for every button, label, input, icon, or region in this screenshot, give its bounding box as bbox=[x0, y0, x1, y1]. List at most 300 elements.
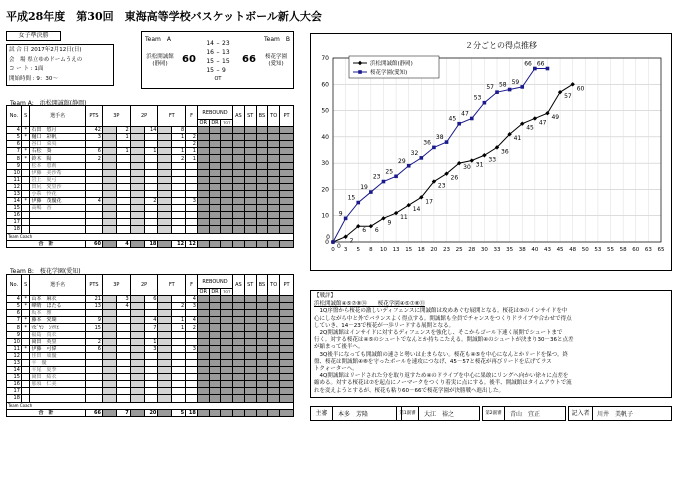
player-as bbox=[233, 183, 245, 190]
team-b-pref: (愛知) bbox=[268, 61, 284, 67]
player-tot bbox=[221, 317, 233, 324]
player-2pa bbox=[130, 338, 144, 345]
total-or bbox=[197, 240, 209, 247]
player-or bbox=[197, 205, 209, 212]
player-3pa bbox=[102, 219, 116, 226]
player-row bbox=[7, 134, 294, 141]
player-3p bbox=[116, 317, 130, 324]
player-pts bbox=[85, 331, 102, 338]
col-to: TO bbox=[268, 275, 280, 296]
player-pts bbox=[85, 352, 102, 359]
player-name bbox=[30, 219, 85, 226]
player-ft bbox=[172, 162, 186, 169]
player-bs bbox=[256, 374, 268, 381]
player-3pa bbox=[102, 352, 116, 359]
player-st bbox=[244, 338, 256, 345]
player-no: 6 bbox=[7, 310, 22, 317]
starter-mark bbox=[21, 162, 30, 169]
player-fta bbox=[158, 374, 172, 381]
col-or: OR bbox=[197, 120, 209, 127]
total-as bbox=[233, 409, 245, 416]
player-f: 4 bbox=[186, 296, 198, 303]
y-tick-label: 70 bbox=[321, 55, 329, 62]
col-as: AS bbox=[233, 106, 245, 127]
player-2p bbox=[144, 169, 158, 176]
player-no: 12 bbox=[7, 183, 22, 190]
series-line bbox=[333, 69, 547, 242]
player-pt bbox=[280, 352, 294, 359]
starter-mark: * bbox=[21, 296, 30, 303]
info-start: 開始時間 : 9：30～ bbox=[9, 75, 58, 82]
player-dr bbox=[209, 352, 221, 359]
p2-a: 16 bbox=[206, 49, 214, 56]
player-3p bbox=[116, 359, 130, 366]
player-bs bbox=[256, 310, 268, 317]
player-3pa bbox=[102, 395, 116, 402]
player-name: 谷口 菜央 bbox=[30, 141, 85, 148]
col-no: No. bbox=[7, 275, 22, 296]
player-ft bbox=[172, 205, 186, 212]
player-to bbox=[268, 183, 280, 190]
player-dr bbox=[209, 388, 221, 395]
player-tot bbox=[221, 190, 233, 197]
player-dr bbox=[209, 374, 221, 381]
col-to: TO bbox=[268, 106, 280, 127]
data-point bbox=[382, 180, 386, 184]
total-ft: 12 bbox=[172, 240, 186, 247]
data-point bbox=[470, 158, 474, 162]
player-2p: 7 bbox=[144, 324, 158, 331]
player-bs bbox=[256, 324, 268, 331]
y-tick-label: 50 bbox=[321, 107, 329, 115]
player-or bbox=[197, 198, 209, 205]
player-or bbox=[197, 352, 209, 359]
player-2pa bbox=[130, 219, 144, 226]
x-tick-label: 15 bbox=[405, 247, 413, 253]
table-header bbox=[7, 106, 294, 120]
player-row bbox=[7, 374, 294, 381]
col-no: No. bbox=[7, 106, 22, 127]
player-2pa bbox=[130, 169, 144, 176]
total-dr bbox=[209, 409, 221, 416]
player-dr bbox=[209, 338, 221, 345]
data-label: 14 bbox=[412, 206, 421, 214]
player-f bbox=[186, 226, 198, 233]
player-f bbox=[186, 190, 198, 197]
player-fta bbox=[158, 162, 172, 169]
player-f bbox=[186, 388, 198, 395]
player-dr bbox=[209, 134, 221, 141]
player-bs bbox=[256, 169, 268, 176]
player-or bbox=[197, 296, 209, 303]
total-ft-a bbox=[158, 409, 172, 416]
player-2pa bbox=[130, 176, 144, 183]
player-pts bbox=[85, 388, 102, 395]
player-row bbox=[7, 226, 294, 233]
player-f bbox=[186, 219, 198, 226]
player-3p bbox=[116, 219, 130, 226]
total-to bbox=[268, 240, 280, 247]
player-as bbox=[233, 317, 245, 324]
player-st bbox=[244, 303, 256, 310]
player-or bbox=[197, 359, 209, 366]
comment-line: 2Q開誠館はインサイドに対するディフェンスを強化し、そこからゴール下速く展開でシュートまで bbox=[314, 330, 563, 337]
player-3p bbox=[116, 205, 130, 212]
player-name bbox=[30, 226, 85, 233]
player-dr bbox=[209, 296, 221, 303]
data-label: 23 bbox=[437, 182, 446, 190]
x-tick-label: 23 bbox=[443, 247, 451, 253]
player-2p bbox=[144, 141, 158, 148]
player-ft bbox=[172, 310, 186, 317]
starter-mark bbox=[21, 374, 30, 381]
player-to bbox=[268, 359, 280, 366]
player-pts bbox=[85, 176, 102, 183]
col-ft: FT bbox=[158, 275, 186, 296]
comment-line: 心にしながら中と外でバランスよく得点する。開誠館も全員でチャンスをつくりドライブや合わせで得点 bbox=[314, 315, 572, 322]
player-pt bbox=[280, 219, 294, 226]
data-point bbox=[331, 240, 335, 244]
player-pts bbox=[85, 205, 102, 212]
x-tick-label: 30 bbox=[480, 247, 488, 253]
player-2pa bbox=[130, 134, 144, 141]
total-bs bbox=[256, 240, 268, 247]
player-name: 伊藤 茂優花 bbox=[30, 198, 85, 205]
player-3pa bbox=[102, 310, 116, 317]
comment-body bbox=[314, 308, 668, 394]
player-pt bbox=[280, 367, 294, 374]
player-or bbox=[197, 183, 209, 190]
player-fta bbox=[158, 176, 172, 183]
player-2pa bbox=[130, 367, 144, 374]
team-b-total: 66 bbox=[242, 54, 256, 65]
player-2pa bbox=[130, 331, 144, 338]
total-ft-a bbox=[158, 240, 172, 247]
total-tot bbox=[221, 409, 233, 416]
chart-svg bbox=[311, 34, 671, 270]
x-tick-label: 50 bbox=[581, 247, 589, 253]
player-dr bbox=[209, 317, 221, 324]
player-pt bbox=[280, 134, 294, 141]
x-tick-label: 38 bbox=[518, 247, 526, 253]
player-ft bbox=[172, 395, 186, 402]
player-tot bbox=[221, 345, 233, 352]
starter-mark bbox=[21, 395, 30, 402]
player-3pa bbox=[102, 388, 116, 395]
col-s: S bbox=[21, 106, 30, 127]
total-pts: 66 bbox=[85, 409, 102, 416]
player-2pa bbox=[130, 310, 144, 317]
player-fta bbox=[158, 345, 172, 352]
starter-mark bbox=[21, 212, 30, 219]
player-row bbox=[7, 395, 294, 402]
recorder bbox=[568, 406, 672, 421]
col-tot: TOT bbox=[221, 120, 233, 127]
player-st bbox=[244, 212, 256, 219]
player-fta bbox=[158, 296, 172, 303]
player-dr bbox=[209, 155, 221, 162]
player-dr bbox=[209, 345, 221, 352]
data-point bbox=[457, 122, 461, 126]
player-f: 1 bbox=[186, 155, 198, 162]
player-as bbox=[233, 296, 245, 303]
player-pts bbox=[85, 374, 102, 381]
player-2p bbox=[144, 381, 158, 388]
player-pt bbox=[280, 141, 294, 148]
player-to bbox=[268, 205, 280, 212]
total-f: 12 bbox=[186, 240, 198, 247]
col-s: S bbox=[21, 275, 30, 296]
player-no: 4 bbox=[7, 127, 22, 134]
chart-title: ２分ごとの得点推移 bbox=[465, 41, 537, 50]
starter-mark bbox=[21, 176, 30, 183]
player-as bbox=[233, 169, 245, 176]
total-3p: 7 bbox=[116, 409, 130, 416]
player-ft: 1 bbox=[172, 324, 186, 331]
player-no: 10 bbox=[7, 338, 22, 345]
player-or bbox=[197, 345, 209, 352]
starter-mark bbox=[21, 310, 30, 317]
player-or bbox=[197, 381, 209, 388]
player-st bbox=[244, 374, 256, 381]
x-tick-label: 48 bbox=[569, 247, 577, 253]
player-3p bbox=[116, 141, 130, 148]
player-2pa bbox=[130, 374, 144, 381]
data-point bbox=[344, 217, 348, 221]
player-2pa bbox=[130, 212, 144, 219]
data-point bbox=[407, 164, 411, 168]
player-pts bbox=[85, 226, 102, 233]
player-dr bbox=[209, 367, 221, 374]
player-tot bbox=[221, 127, 233, 134]
player-dr bbox=[209, 219, 221, 226]
player-or bbox=[197, 148, 209, 155]
player-no: 17 bbox=[7, 219, 22, 226]
player-fta bbox=[158, 395, 172, 402]
player-fta bbox=[158, 303, 172, 310]
player-f bbox=[186, 169, 198, 176]
y-tick-label: 60 bbox=[321, 81, 329, 89]
player-tot bbox=[221, 303, 233, 310]
player-3pa bbox=[102, 148, 116, 155]
player-3pa bbox=[102, 183, 116, 190]
col-f: F bbox=[186, 106, 198, 127]
player-3p bbox=[116, 226, 130, 233]
team-a-total: 60 bbox=[182, 54, 196, 65]
player-dr bbox=[209, 162, 221, 169]
player-3pa bbox=[102, 381, 116, 388]
player-fta bbox=[158, 324, 172, 331]
x-tick-label: 35 bbox=[506, 247, 514, 253]
player-ft bbox=[172, 169, 186, 176]
player-2p bbox=[144, 205, 158, 212]
player-or bbox=[197, 310, 209, 317]
player-name: 高嶋 香 bbox=[30, 205, 85, 212]
data-point bbox=[470, 117, 474, 121]
starter-mark bbox=[21, 381, 30, 388]
starter-mark bbox=[21, 367, 30, 374]
player-3p bbox=[116, 190, 130, 197]
player-3pa bbox=[102, 134, 116, 141]
col-or: OR bbox=[197, 289, 209, 296]
player-tot bbox=[221, 198, 233, 205]
player-bs bbox=[256, 176, 268, 183]
player-2pa bbox=[130, 183, 144, 190]
player-as bbox=[233, 331, 245, 338]
team-a-rows bbox=[7, 127, 294, 233]
player-or bbox=[197, 303, 209, 310]
player-pts: 4 bbox=[85, 198, 102, 205]
player-f bbox=[186, 352, 198, 359]
coach-label: Team Coach bbox=[7, 402, 294, 409]
data-label: 33 bbox=[488, 156, 497, 164]
player-pts bbox=[85, 169, 102, 176]
player-row bbox=[7, 162, 294, 169]
player-ft bbox=[172, 374, 186, 381]
player-2p bbox=[144, 183, 158, 190]
player-to bbox=[268, 219, 280, 226]
player-dr bbox=[209, 226, 221, 233]
player-pts bbox=[85, 190, 102, 197]
player-name: 坂本 雅 bbox=[30, 310, 85, 317]
player-tot bbox=[221, 183, 233, 190]
player-ft bbox=[172, 226, 186, 233]
col-dr: DR bbox=[209, 120, 221, 127]
player-fta bbox=[158, 190, 172, 197]
player-as bbox=[233, 324, 245, 331]
col-pt: PT bbox=[280, 106, 294, 127]
total-to bbox=[268, 409, 280, 416]
player-3p: 2 bbox=[116, 127, 130, 134]
player-f bbox=[186, 331, 198, 338]
player-to bbox=[268, 190, 280, 197]
starter-mark bbox=[21, 169, 30, 176]
ump2-name: 青山 宜正 bbox=[510, 411, 541, 418]
x-tick-label: 63 bbox=[644, 247, 652, 253]
player-ft bbox=[172, 141, 186, 148]
data-label: 25 bbox=[385, 168, 394, 176]
player-ft bbox=[172, 345, 186, 352]
player-tot bbox=[221, 169, 233, 176]
player-f: 2 bbox=[186, 134, 198, 141]
y-tick-label: 0 bbox=[325, 239, 329, 246]
player-f bbox=[186, 395, 198, 402]
player-fta bbox=[158, 183, 172, 190]
player-row bbox=[7, 198, 294, 205]
player-pts bbox=[85, 219, 102, 226]
player-2p bbox=[144, 162, 158, 169]
player-dr bbox=[209, 176, 221, 183]
p3-b: 15 bbox=[222, 58, 230, 65]
x-tick-label: 3 bbox=[343, 247, 348, 253]
player-3pa bbox=[102, 212, 116, 219]
player-bs bbox=[256, 162, 268, 169]
player-or bbox=[197, 226, 209, 233]
starter-mark bbox=[21, 205, 30, 212]
player-row bbox=[7, 183, 294, 190]
comment-line: 1Q序盤から桜花の激しいディフェンスに開誠館は攻めあぐむ展開となる。桜花は⑤のインサイドを中 bbox=[314, 308, 568, 315]
player-bs bbox=[256, 212, 268, 219]
player-st bbox=[244, 198, 256, 205]
data-label: 58 bbox=[498, 81, 507, 89]
player-f bbox=[186, 381, 198, 388]
player-bs bbox=[256, 127, 268, 134]
player-bs bbox=[256, 352, 268, 359]
player-3pa bbox=[102, 141, 116, 148]
comment-line: トクォーターへ。 bbox=[314, 366, 358, 373]
player-row bbox=[7, 176, 294, 183]
data-point bbox=[495, 90, 499, 94]
player-tot bbox=[221, 155, 233, 162]
player-no: 18 bbox=[7, 395, 22, 402]
col-pts: PTS bbox=[85, 106, 102, 127]
player-st bbox=[244, 395, 256, 402]
player-to bbox=[268, 331, 280, 338]
player-pt bbox=[280, 176, 294, 183]
player-name: 那須 仁美 bbox=[30, 381, 85, 388]
player-name: 樋口 彩帆 bbox=[30, 134, 85, 141]
player-as bbox=[233, 374, 245, 381]
data-label: 66 bbox=[524, 60, 532, 68]
team-a-label: Team A bbox=[145, 36, 171, 43]
x-tick-label: 55 bbox=[607, 247, 615, 253]
data-label: 15 bbox=[347, 194, 356, 202]
data-label: 0 bbox=[337, 243, 341, 250]
player-2pa bbox=[130, 359, 144, 366]
player-2p bbox=[144, 219, 158, 226]
data-point bbox=[546, 67, 550, 71]
player-bs bbox=[256, 148, 268, 155]
player-no: 12 bbox=[7, 352, 22, 359]
player-dr bbox=[209, 127, 221, 134]
col-ft: FT bbox=[158, 106, 186, 127]
player-to bbox=[268, 310, 280, 317]
player-to bbox=[268, 169, 280, 176]
player-3pa bbox=[102, 190, 116, 197]
player-ft bbox=[172, 359, 186, 366]
x-tick-label: 28 bbox=[468, 247, 476, 253]
data-label: 30 bbox=[463, 164, 471, 172]
player-no: 11 bbox=[7, 176, 22, 183]
recorder-name: 川井 美帆子 bbox=[597, 411, 634, 418]
player-pts bbox=[85, 359, 102, 366]
data-label: 36 bbox=[501, 148, 509, 156]
player-2p bbox=[144, 395, 158, 402]
player-2p bbox=[144, 212, 158, 219]
player-3pa bbox=[102, 374, 116, 381]
player-as bbox=[233, 212, 245, 219]
p3-a: 15 bbox=[206, 58, 214, 65]
col-3p: 3P bbox=[102, 106, 130, 127]
player-tot bbox=[221, 134, 233, 141]
data-point bbox=[445, 140, 449, 144]
player-no: 6 bbox=[7, 141, 22, 148]
data-label: 29 bbox=[398, 157, 406, 165]
player-bs bbox=[256, 331, 268, 338]
player-or bbox=[197, 324, 209, 331]
data-label: 53 bbox=[473, 94, 482, 102]
player-tot bbox=[221, 148, 233, 155]
player-2p bbox=[144, 134, 158, 141]
player-dr bbox=[209, 381, 221, 388]
player-f bbox=[186, 338, 198, 345]
player-bs bbox=[256, 141, 268, 148]
player-fta bbox=[158, 148, 172, 155]
player-tot bbox=[221, 374, 233, 381]
y-tick-label: 30 bbox=[321, 160, 329, 168]
player-to bbox=[268, 338, 280, 345]
player-ft bbox=[172, 219, 186, 226]
